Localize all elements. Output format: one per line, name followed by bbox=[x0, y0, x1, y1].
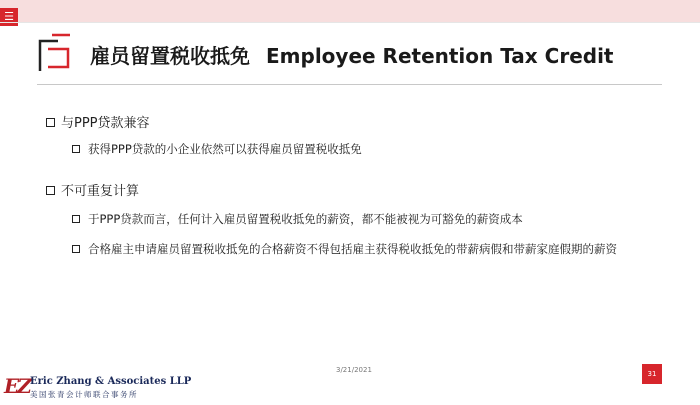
bullet-text: 合格雇主申请雇员留置税收抵免的合格薪资不得包括雇主获得税收抵免的带薪病假和带薪家庭假期的薪资 bbox=[88, 242, 617, 256]
title-divider bbox=[37, 84, 662, 85]
title-english: Employee Retention Tax Credit bbox=[266, 44, 614, 68]
ez-logo-icon: EZ bbox=[4, 374, 30, 398]
title-chinese: 雇员留置税收抵免 bbox=[90, 44, 250, 68]
firm-name-chinese: 美国张青会计师联合事务所 bbox=[30, 390, 138, 399]
checkbox-bullet-icon bbox=[72, 215, 80, 223]
bullet-level1 bbox=[46, 180, 139, 199]
top-bar bbox=[0, 0, 700, 22]
page-number-badge: 31 bbox=[642, 364, 662, 384]
checkbox-bullet-icon bbox=[72, 145, 80, 153]
bullet-text: 获得PPP贷款的小企业依然可以获得雇员留置税收抵免 bbox=[88, 142, 362, 156]
bullet-level2 bbox=[72, 241, 617, 257]
slide-title bbox=[90, 40, 614, 69]
bullet-level1 bbox=[46, 112, 150, 131]
bullet-text: 与PPP贷款兼容 bbox=[61, 116, 150, 131]
title-bracket-icon bbox=[38, 33, 72, 73]
bullet-text: 于PPP贷款而言，任何计入雇员留置税收抵免的薪资，都不能被视为可豁免的薪资成本 bbox=[88, 212, 523, 226]
firm-logo bbox=[4, 374, 192, 402]
checkbox-bullet-icon bbox=[46, 186, 55, 195]
firm-name-english: Eric Zhang & Associates LLP bbox=[30, 376, 192, 387]
bullet-text: 不可重复计算 bbox=[61, 184, 140, 199]
menu-icon[interactable]: ☰ bbox=[0, 8, 18, 26]
bullet-level2 bbox=[72, 141, 362, 157]
checkbox-bullet-icon bbox=[72, 245, 80, 253]
bullet-level2 bbox=[72, 211, 523, 227]
checkbox-bullet-icon bbox=[46, 118, 55, 127]
slide-date: 3/21/2021 bbox=[336, 366, 372, 374]
